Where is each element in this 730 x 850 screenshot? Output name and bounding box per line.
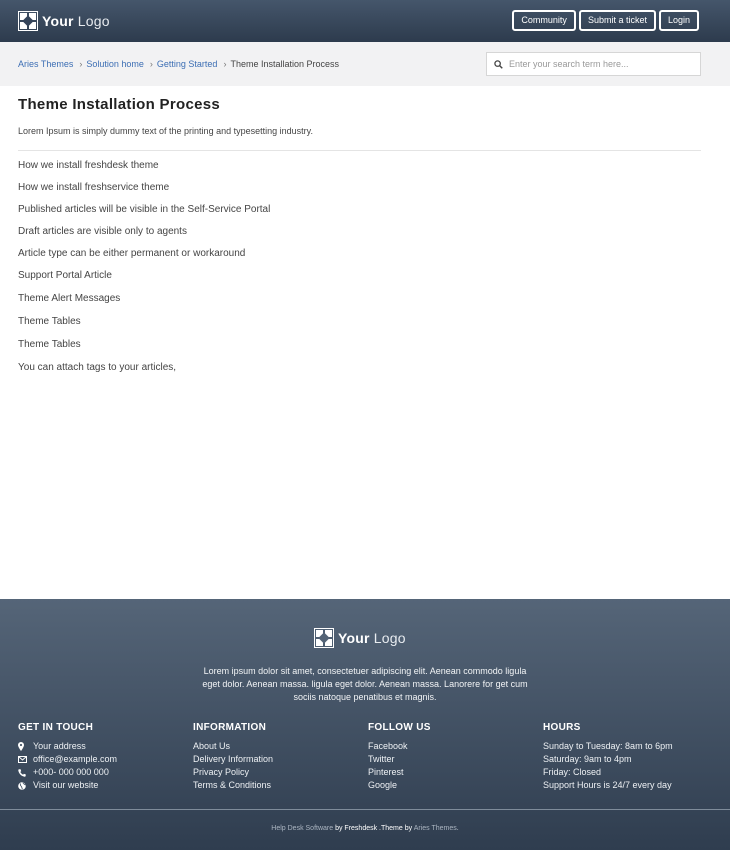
delivery-information-link[interactable]: Delivery Information [193, 754, 274, 764]
footer-description: Lorem ipsum dolor sit amet, consectetuer adipiscing elit. Aenean commodo ligula eget dolor. Aenean massa. ligula eget dolor. Aenean massa. Lanorere for get cum sociis natoque penatibus et magnis. [202, 666, 528, 702]
map-marker-icon [18, 742, 33, 751]
breadcrumb-separator: › [79, 59, 83, 69]
site-footer [0, 599, 730, 850]
footer-follow [368, 722, 431, 792]
envelope-icon [18, 756, 33, 763]
footer-phone: +000- 000 000 000 [18, 766, 117, 779]
logo-text: Your Logo [338, 630, 406, 646]
breadcrumb-current: Theme Installation Process [230, 59, 340, 69]
list-item [18, 160, 270, 182]
pinterest-link[interactable]: Pinterest [368, 767, 404, 777]
privacy-policy-link[interactable]: Privacy Policy [193, 767, 250, 777]
google-link[interactable]: Google [368, 780, 398, 790]
list-item [368, 779, 431, 792]
footer-email [18, 753, 117, 766]
list-item [18, 226, 270, 248]
footer-credit [0, 825, 730, 832]
list-item [18, 293, 270, 316]
page-title: Theme Installation Process [18, 96, 221, 113]
header-logo[interactable] [18, 11, 110, 31]
list-item [18, 182, 270, 204]
list-item [193, 740, 273, 753]
help-desk-software-link[interactable]: Help Desk Software [271, 825, 334, 832]
article-link[interactable]: Support Portal Article [18, 270, 112, 281]
footer-hours [543, 722, 673, 792]
footer-contact [18, 722, 117, 792]
article-link[interactable]: Theme Alert Messages [18, 293, 121, 304]
footer-divider [0, 809, 730, 810]
list-item [18, 316, 270, 339]
list-item [368, 766, 431, 779]
breadcrumb-getting-started[interactable]: Getting Started [156, 59, 218, 69]
credit-period: . [456, 825, 459, 832]
header-nav [509, 10, 699, 31]
article-link[interactable]: You can attach tags to your articles, [18, 362, 177, 373]
footer-heading: FOLLOW US [368, 722, 431, 733]
article-link[interactable]: Published articles will be visible in the Self-Service Portal [18, 204, 271, 215]
article-link[interactable]: Draft articles are visible only to agents [18, 226, 187, 237]
breadcrumb [18, 59, 339, 69]
breadcrumb-aries-themes[interactable]: Aries Themes [18, 59, 74, 69]
list-item [193, 779, 273, 792]
article-link[interactable]: Article type can be either permanent or workaround [18, 248, 246, 259]
terms-conditions-link[interactable]: Terms & Conditions [193, 780, 272, 790]
list-item [18, 204, 270, 226]
footer-heading: HOURS [543, 722, 581, 733]
login-button[interactable]: Login [659, 10, 699, 31]
twitter-link[interactable]: Twitter [368, 754, 395, 764]
credit-text: by Freshdesk .Theme by [333, 825, 414, 832]
hours-line: Sunday to Tuesday: 8am to 6pm [543, 741, 673, 751]
phone-icon [18, 769, 33, 777]
footer-heading: GET IN TOUCH [18, 722, 94, 733]
article-link[interactable]: Theme Tables [18, 339, 81, 350]
list-item [193, 753, 273, 766]
content-divider [18, 150, 701, 151]
breadcrumb-separator: › [223, 59, 227, 69]
list-item [368, 753, 431, 766]
logo-mark-icon [314, 628, 334, 648]
website-link[interactable]: Visit our website [33, 780, 99, 790]
footer-logo[interactable] [314, 628, 406, 648]
top-header [0, 0, 730, 42]
logo-mark-icon [18, 11, 38, 31]
hours-line: Support Hours is 24/7 every day [543, 780, 672, 790]
list-item [18, 339, 270, 362]
email-link[interactable]: office@example.com [33, 754, 118, 764]
article-link[interactable]: How we install freshservice theme [18, 182, 170, 193]
globe-icon [18, 782, 33, 790]
breadcrumb-solution-home[interactable]: Solution home [86, 59, 144, 69]
article-link[interactable]: Theme Tables [18, 316, 81, 327]
hours-line: Saturday: 9am to 4pm [543, 754, 632, 764]
search-input[interactable] [509, 59, 689, 69]
article-link[interactable]: How we install freshdesk theme [18, 160, 159, 171]
submit-ticket-button[interactable]: Submit a ticket [579, 10, 656, 31]
facebook-link[interactable]: Facebook [368, 741, 408, 751]
article-list [18, 160, 270, 384]
footer-address: Your address [18, 740, 117, 753]
footer-information [193, 722, 273, 792]
breadcrumb-separator: › [149, 59, 153, 69]
search-icon [487, 60, 509, 69]
logo-text: Your Logo [42, 13, 110, 29]
list-item [18, 362, 270, 384]
list-item [18, 248, 270, 270]
list-item [18, 270, 270, 293]
list-item [193, 766, 273, 779]
list-item [368, 740, 431, 753]
aries-themes-link[interactable]: Aries Themes [413, 825, 457, 832]
footer-heading: INFORMATION [193, 722, 267, 733]
community-button[interactable]: Community [512, 10, 576, 31]
hours-line: Friday: Closed [543, 767, 602, 777]
search-box [486, 52, 701, 76]
about-us-link[interactable]: About Us [193, 741, 231, 751]
footer-website [18, 779, 117, 792]
page-description: Lorem Ipsum is simply dummy text of the printing and typesetting industry. [18, 126, 313, 136]
